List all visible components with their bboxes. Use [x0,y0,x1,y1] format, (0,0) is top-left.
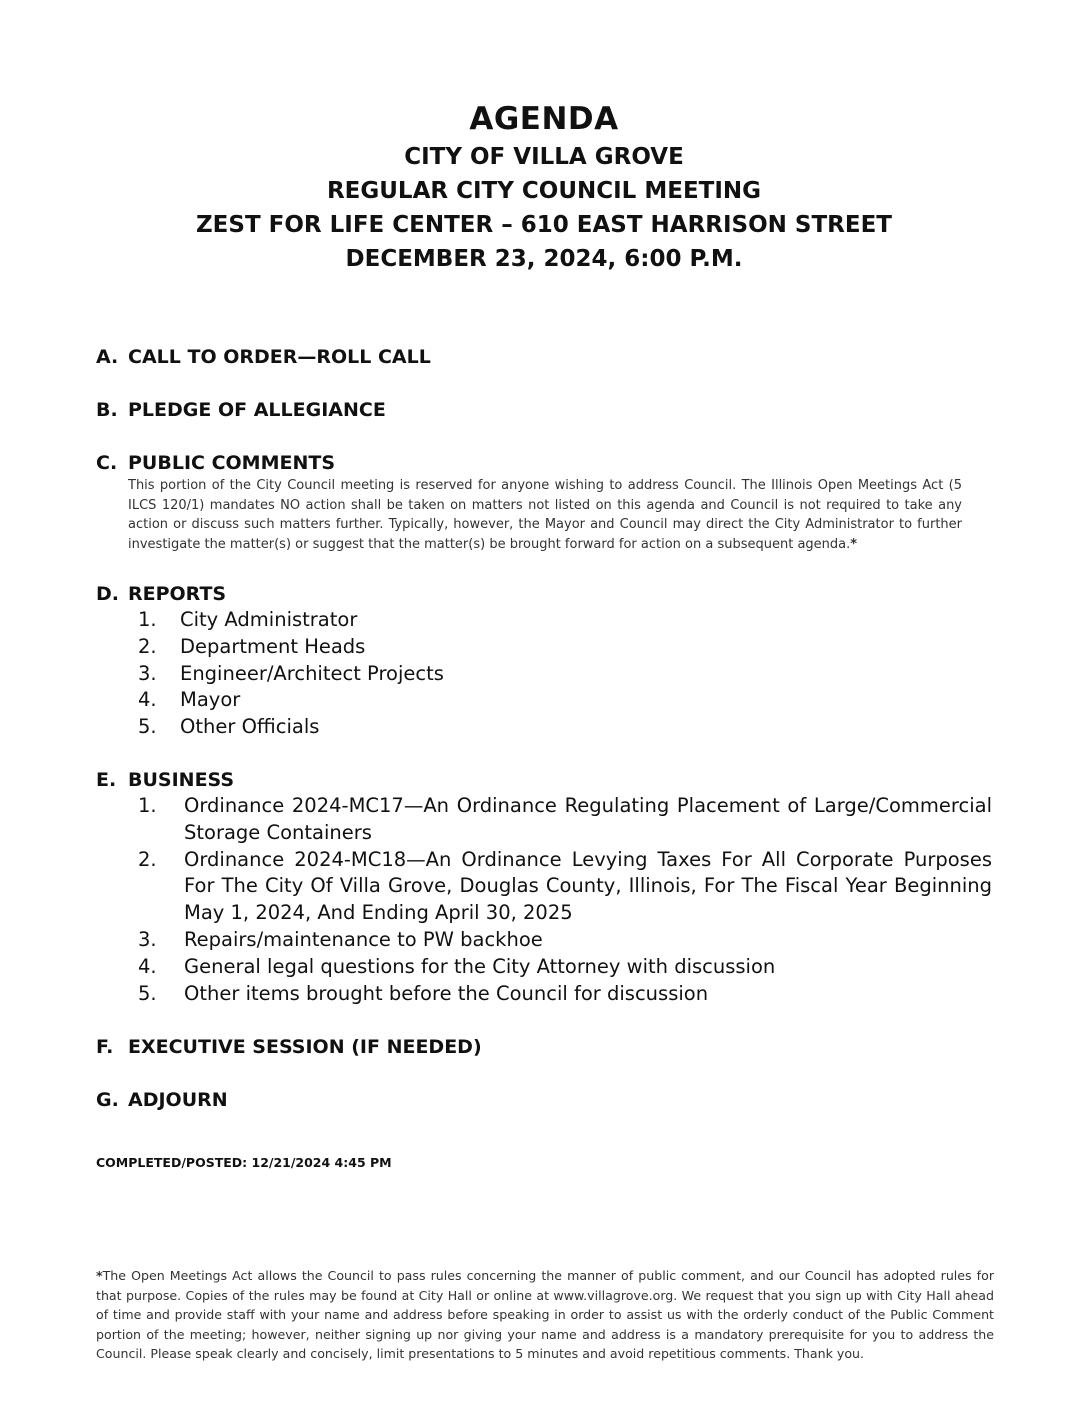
list-item [96,661,996,688]
item-number: 5. [138,715,157,739]
business-list [96,793,996,1007]
item-number: 3. [138,661,157,685]
item-text: Other items brought before the Council for discussion [184,981,709,1005]
item-number: 3. [138,927,157,951]
section-title: PLEDGE OF ALLEGIANCE [128,399,386,421]
section-letter: G. [96,1089,119,1111]
item-number: 5. [138,981,157,1005]
section-letter: E. [96,769,117,791]
posted-timestamp: COMPLETED/POSTED: 12/21/2024 4:45 PM [96,1155,392,1170]
section-letter: D. [96,583,119,605]
list-item [96,981,996,1008]
section-pledge [96,397,996,423]
reports-list [96,607,996,741]
item-text: Repairs/maintenance to PW backhoe [184,927,543,951]
item-number: 4. [138,954,157,978]
item-text: Department Heads [180,634,366,658]
section-letter: A. [96,346,119,368]
agenda-title: AGENDA [469,101,619,137]
item-number: 2. [138,634,157,658]
section-title: CALL TO ORDER—ROLL CALL [128,346,431,368]
list-item [96,714,996,741]
section-adjourn [96,1087,996,1113]
section-letter: C. [96,452,118,474]
section-title: ADJOURN [128,1089,228,1111]
list-item [96,634,996,661]
item-number: 4. [138,688,157,712]
section-executive-session [96,1034,996,1060]
list-item [96,847,996,927]
item-text: Mayor [180,688,241,712]
section-call-to-order [96,344,996,370]
section-public-comments [96,450,996,554]
footnote [96,1266,994,1364]
agenda-header [0,98,1088,276]
list-item [96,687,996,714]
list-item [96,954,996,981]
section-reports [96,581,996,741]
city-name: CITY OF VILLA GROVE [404,144,684,170]
section-title: PUBLIC COMMENTS [128,452,336,474]
meeting-location: ZEST FOR LIFE CENTER – 610 EAST HARRISON STREET [195,212,892,238]
section-title: EXECUTIVE SESSION (IF NEEDED) [128,1036,482,1058]
public-comments-text: This portion of the City Council meeting is reserved for anyone wishing to address Council. The Illinois Open Meetings Act (5 ILCS 120/1) mandates NO action shall be taken on matters not listed on this agenda and Council is not required to take any action or discuss such matters further. Typically, however, the Mayor and Council may direct the City Administrator to further investigate the matter(s) or suggest that the matter(s) be brought forward for action on a subsequent agenda. [128,478,962,552]
meeting-datetime: DECEMBER 23, 2024, 6:00 P.M. [345,246,743,272]
section-business [96,767,996,1007]
meeting-type: REGULAR CITY COUNCIL MEETING [326,178,762,204]
section-title: BUSINESS [128,769,235,791]
item-text: City Administrator [180,608,358,631]
footnote-text: The Open Meetings Act allows the Council to pass rules concerning the manner of public comment, and our Council has adopted rules for that purpose. Copies of the rules may be found at City Hall or online at www.villagrove.org. We request that you sign up with City Hall ahead of time and provide staff with your name and address before speaking in order to assist us with the orderly conduct of the Public Comment portion of the meeting; however, neither signing up nor giving your name and address is a mandatory prerequisite for you to address the Council. Please speak clearly and concisely, limit presentations to 5 minutes and avoid repetitious comments. Thank you. [96,1268,994,1361]
section-letter: F. [96,1036,114,1058]
item-text: Ordinance 2024-MC18—An Ordinance Levying Taxes For All Corporate Purposes For The City Of Villa Grove, Douglas County, Illinois, For The Fiscal Year Beginning May 1, 2024, And Ending April 30, 2025 [184,847,992,925]
asterisk-mark: * [850,536,858,552]
item-number: 1. [138,608,157,631]
list-item [96,793,996,847]
list-item [96,607,996,634]
item-number: 2. [138,847,157,871]
list-item [96,927,996,954]
item-text: Engineer/Architect Projects [180,661,444,685]
item-number: 1. [138,794,157,817]
item-text: General legal questions for the City Attorney with discussion [184,954,776,978]
item-text: Other Officials [180,715,320,739]
item-text: Ordinance 2024-MC17—An Ordinance Regulating Placement of Large/Commercial Storage Containers [184,794,992,844]
section-letter: B. [96,399,118,421]
public-comments-description [128,476,962,554]
section-title: REPORTS [128,583,227,605]
asterisk-mark: * [96,1268,103,1283]
